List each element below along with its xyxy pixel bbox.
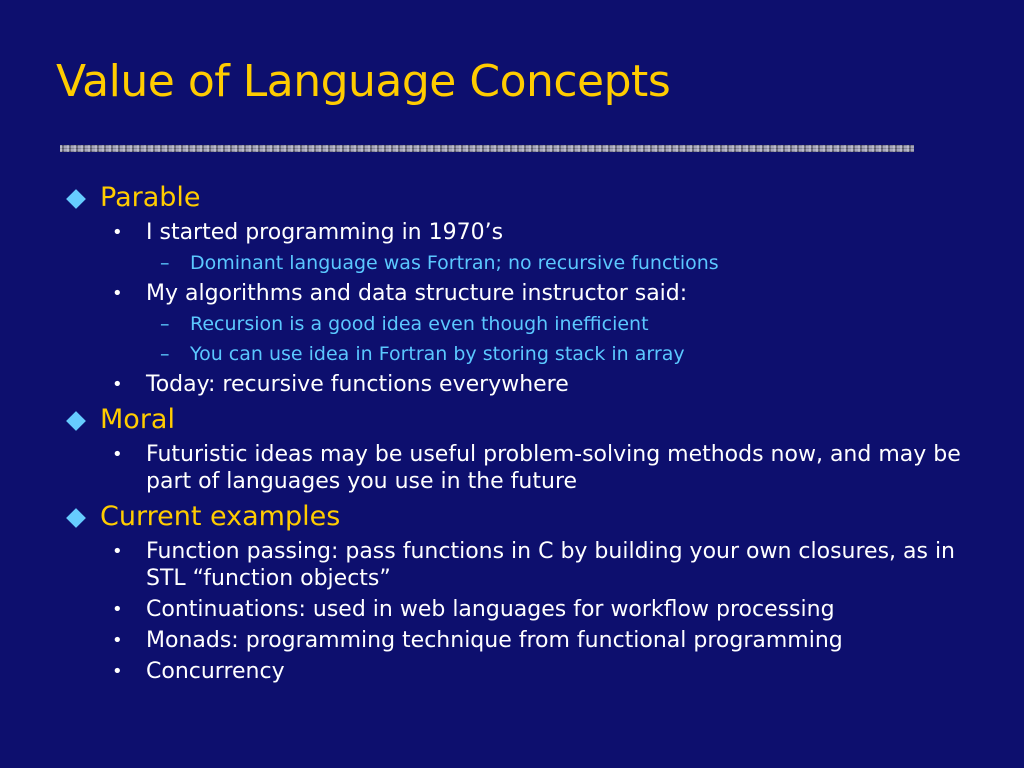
dash-bullet-icon: – bbox=[160, 343, 170, 365]
sub-bullet-item bbox=[60, 250, 980, 276]
section-heading-text: Moral bbox=[100, 404, 175, 435]
bullet-item bbox=[60, 280, 980, 307]
bullet-item bbox=[60, 627, 980, 654]
bullet-text: I started programming in 1970’s bbox=[146, 220, 504, 245]
bullet-text: Monads: programming technique from functional programming bbox=[146, 628, 843, 653]
bullet-item bbox=[60, 371, 980, 398]
diamond-bullet-icon bbox=[66, 189, 86, 209]
bullet-dot-icon: • bbox=[112, 541, 123, 562]
sub-bullet-text: You can use idea in Fortran by storing stack in array bbox=[190, 343, 685, 365]
bullet-dot-icon: • bbox=[112, 630, 123, 651]
bullet-dot-icon: • bbox=[112, 599, 123, 620]
bullet-dot-icon: • bbox=[112, 283, 123, 304]
sub-bullet-item bbox=[60, 341, 980, 367]
bullet-dot-icon: • bbox=[112, 661, 123, 682]
slide-content bbox=[60, 180, 980, 689]
section-heading-parable bbox=[60, 180, 980, 216]
section-heading-current-examples bbox=[60, 499, 980, 535]
diamond-bullet-icon bbox=[66, 508, 86, 528]
sub-bullet-text: Recursion is a good idea even though inefficient bbox=[190, 313, 649, 335]
bullet-text: Function passing: pass functions in C by building your own closures, as in STL “function objects” bbox=[146, 539, 956, 591]
sub-bullet-item bbox=[60, 311, 980, 337]
section-heading-text: Current examples bbox=[100, 501, 341, 532]
sub-bullet-text: Dominant language was Fortran; no recursive functions bbox=[190, 252, 719, 274]
diamond-bullet-icon bbox=[66, 411, 86, 431]
bullet-dot-icon: • bbox=[112, 444, 123, 465]
section-heading-text: Parable bbox=[100, 182, 201, 213]
title-divider bbox=[60, 145, 914, 152]
bullet-text: Today: recursive functions everywhere bbox=[146, 372, 569, 397]
bullet-item bbox=[60, 219, 980, 246]
section-heading-moral bbox=[60, 402, 980, 438]
dash-bullet-icon: – bbox=[160, 313, 170, 335]
bullet-item bbox=[60, 441, 980, 495]
bullet-dot-icon: • bbox=[112, 374, 123, 395]
bullet-dot-icon: • bbox=[112, 222, 123, 243]
bullet-item bbox=[60, 596, 980, 623]
bullet-text: Futuristic ideas may be useful problem-solving methods now, and may be part of languages you use in the future bbox=[146, 442, 961, 494]
bullet-item bbox=[60, 658, 980, 685]
bullet-text: Continuations: used in web languages for workflow processing bbox=[146, 597, 835, 622]
bullet-item bbox=[60, 538, 980, 592]
bullet-text: My algorithms and data structure instructor said: bbox=[146, 281, 688, 306]
bullet-text: Concurrency bbox=[146, 659, 285, 684]
slide-title: Value of Language Concepts bbox=[56, 56, 671, 107]
dash-bullet-icon: – bbox=[160, 252, 170, 274]
